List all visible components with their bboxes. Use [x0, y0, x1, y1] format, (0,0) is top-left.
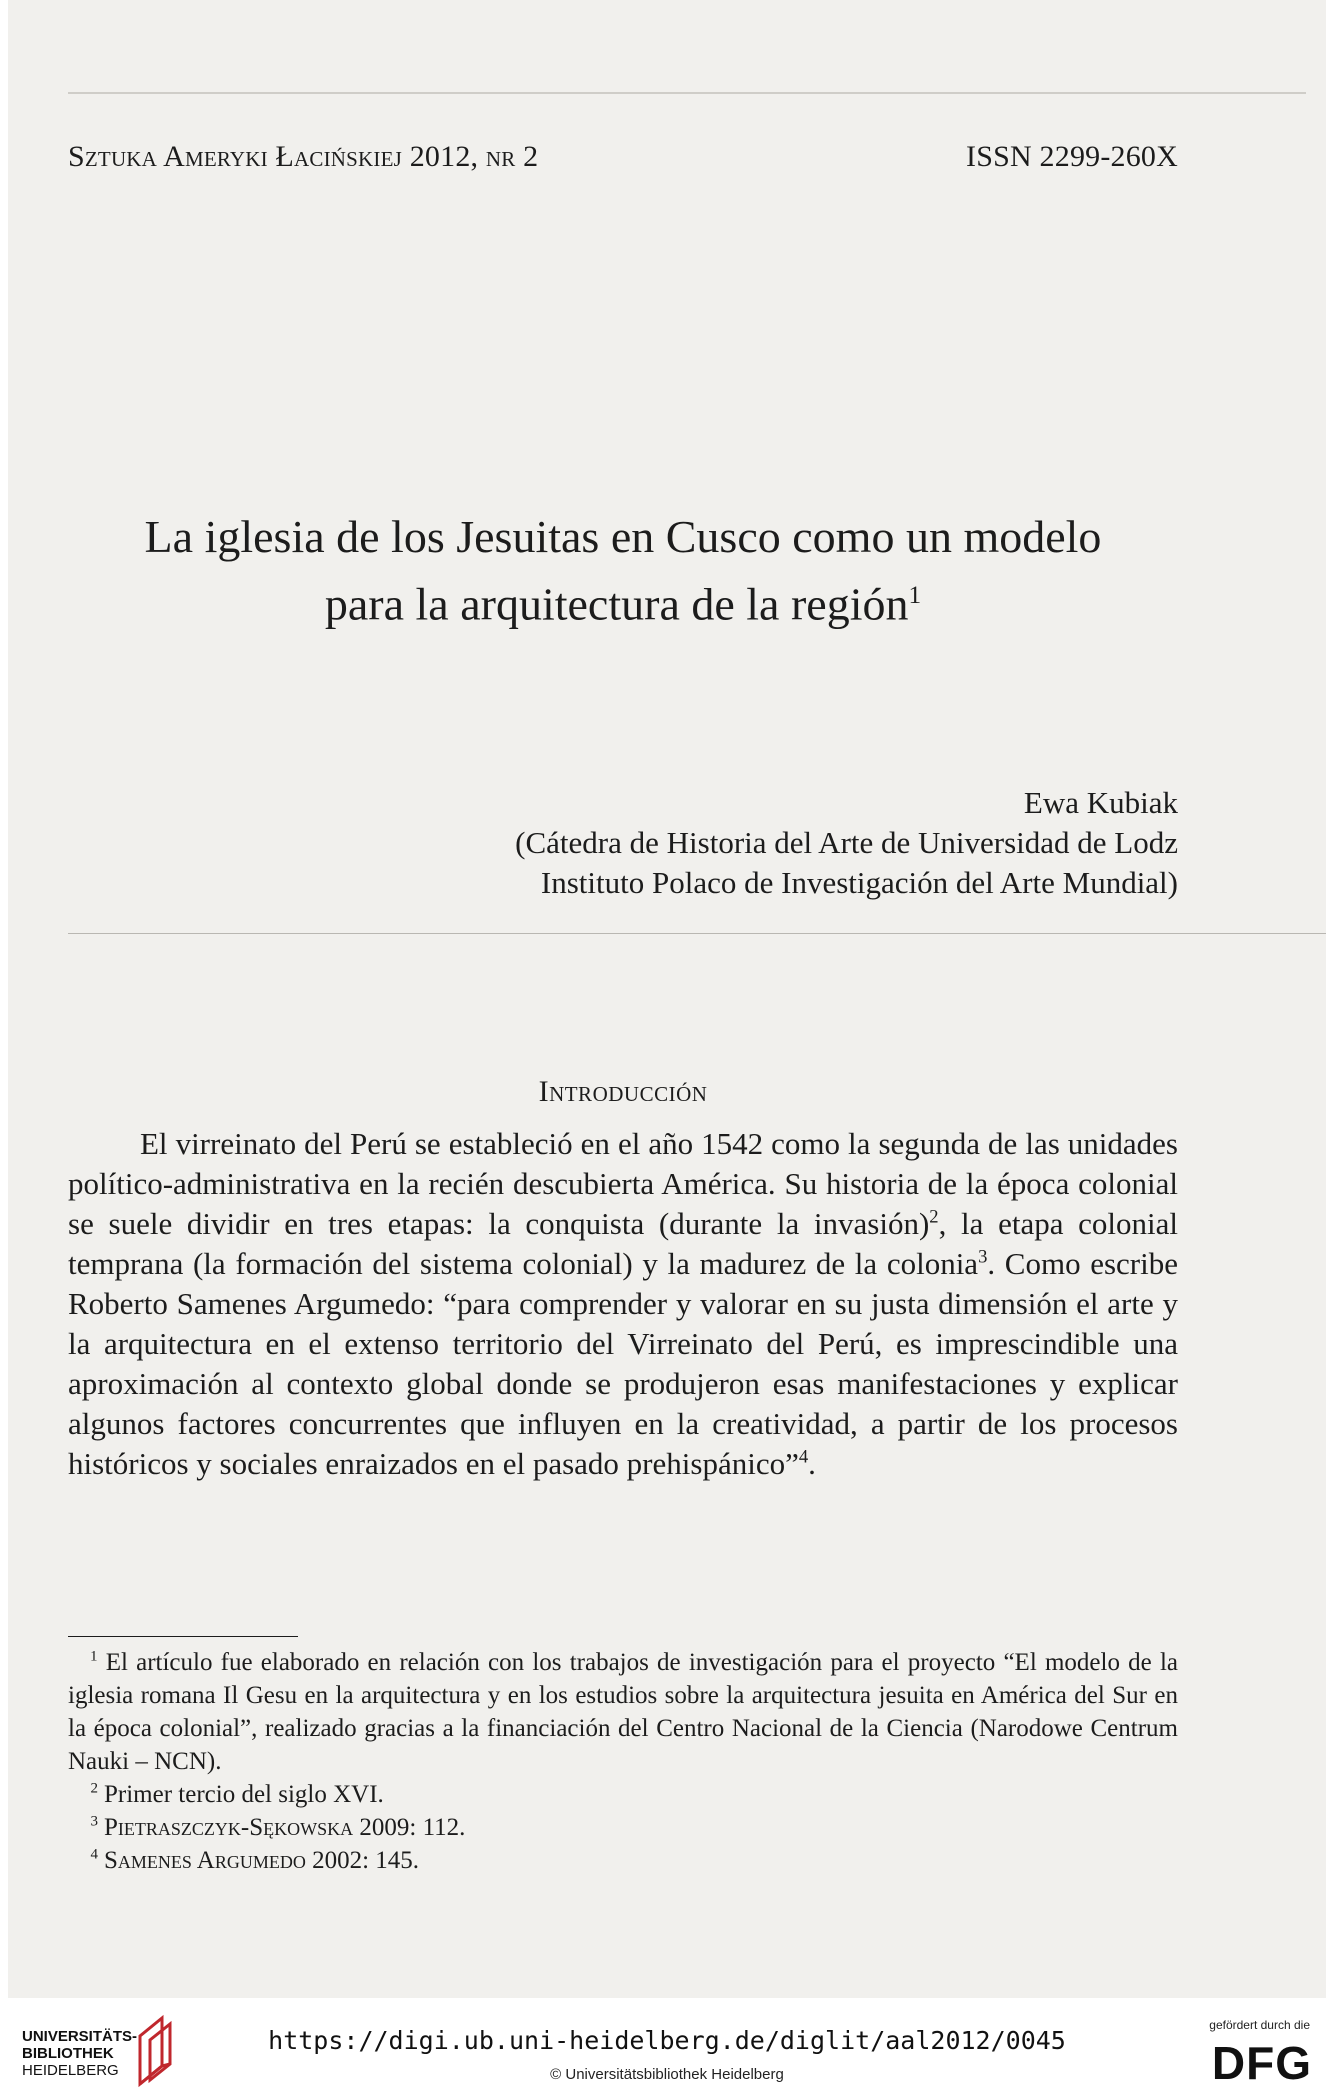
affiliation-line-2: Instituto Polaco de Investigación del Arte Mundial): [540, 865, 1178, 900]
footnote-4: $^4$ Samenes Argumedo 2002: 145.: [90, 1846, 420, 1874]
footnote-3: $^3$ Pietraszczyk-Sękowska 2009: 112.: [90, 1813, 466, 1841]
footnote-1: $^1$ El artículo fue elaborado en relación con los trabajos de investigación para el proyecto “El modelo de la iglesia romana Il Gesu en la arquitectura y en los estudios sobre la arquitectura jesuita en América del Sur en la época colonial”, realizado gracias a la financiación del Centro Nacional de la Ciencia (Narodowe Centrum Nauki – NCN).: [68, 1648, 1178, 1775]
footnote-rule: [68, 1636, 298, 1637]
author-name: Ewa Kubiak: [1023, 785, 1178, 820]
title-line-1: La iglesia de los Jesuitas en Cusco como un modelo: [144, 511, 1102, 562]
scanned-page: [8, 0, 1326, 1998]
journal-title: Sztuka Ameryki Łacińskiej 2012, nr 2: [68, 140, 539, 173]
copyright-notice: © Universitätsbibliothek Heidelberg: [550, 2066, 784, 2083]
footnote-ref-2: 2: [929, 1206, 939, 1228]
title-line-2: para la arquitectura de la región$^1$: [324, 578, 922, 630]
footnote-ref-4: 4: [798, 1446, 809, 1468]
affiliation-line-1: (Cátedra de Historia del Arte de Universidad de Lodz: [515, 825, 1178, 860]
issn: ISSN 2299-260X: [966, 140, 1178, 173]
permalink-url[interactable]: https://digi.ub.uni-heidelberg.de/diglit/aal2012/0045: [268, 2026, 1066, 2055]
digitization-footer: [0, 1998, 1334, 2099]
author-block: [515, 783, 1178, 903]
funder-caption: gefördert durch die: [1209, 2018, 1310, 2032]
article-title: [68, 508, 1178, 633]
footnote-2: $^2$ Primer tercio del siglo XVI.: [90, 1780, 384, 1808]
section-heading: Introducción: [538, 1075, 708, 1108]
footnote-ref-3: 3: [978, 1246, 988, 1268]
title-footnote-ref: 1: [908, 581, 922, 609]
divider-line: [68, 933, 1326, 934]
dfg-logo[interactable]: DFG: [1211, 2037, 1312, 2089]
library-logo[interactable]: UNIVERSITÄTS- BIBLIOTHEK HEIDELBERG: [22, 2028, 138, 2079]
footnotes: [68, 1646, 1178, 1877]
body-paragraph: El virreinato del Perú se estableció en el año 1542 como la segunda de las unidades político-administrativa en la recién descubierta América. Su historia de la época colonial se suele dividir en tres etapas: la conquista (durante la invasión)$^2$, la etapa colonial temprana (la formación del sistema colonial) y la madurez de la colonia$^3$. Como escribe Roberto Samenes Argumedo: “para comprender y valorar en su justa dimensión el arte y la arquitectura en el extenso territorio del Virreinato del Perú, es imprescindible una aproximación al contexto global donde se produjeron esas manifestaciones y explicar algunos factores concurrentes que influyen en la creatividad, a partir de los procesos históricos y sociales enraizados en el pasado prehispánico”$^4$.: [68, 1126, 1179, 1481]
header-rule: [68, 92, 1306, 94]
